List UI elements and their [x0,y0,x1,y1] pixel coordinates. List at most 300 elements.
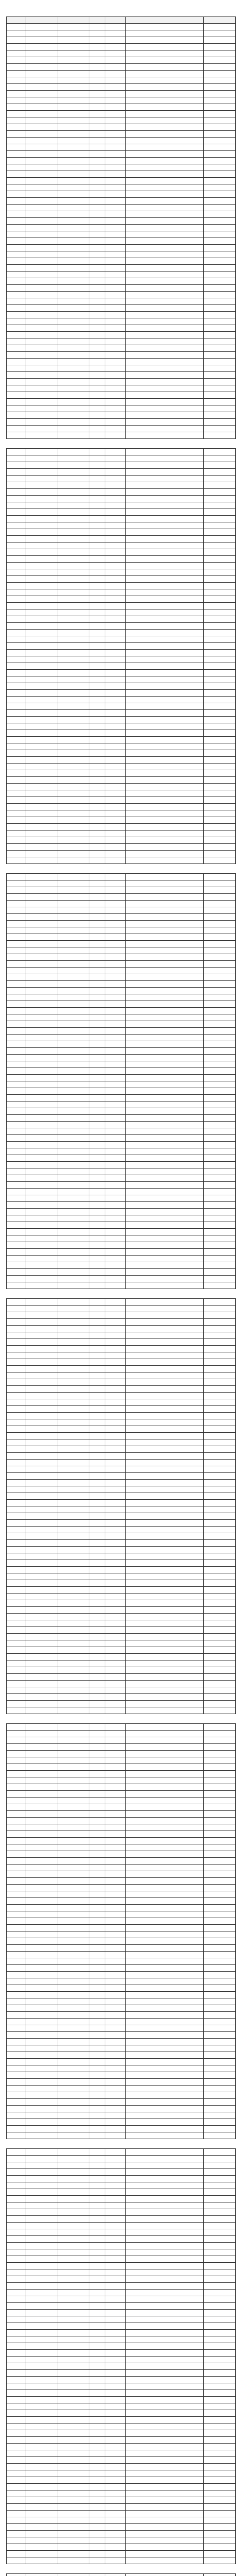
cell-award [203,1028,235,1035]
cell-school [125,1560,203,1567]
cell-award [203,1647,235,1654]
cell-award [203,1249,235,1256]
cell-name [57,569,89,576]
cell-name [57,2537,89,2544]
cell-award [203,131,235,138]
cell-award [203,325,235,332]
cell-school [125,184,203,191]
cell-school [125,2343,203,2350]
cell-award [203,1055,235,1061]
cell-exam-no [25,2086,57,2092]
cell-gender [89,901,105,907]
cell-award [203,1088,235,1095]
cell-gender [89,2276,105,2283]
cell-name [57,927,89,934]
cell-grade [105,2189,125,2196]
cell-grade [105,2052,125,2059]
cell-school [125,1282,203,1289]
cell-grade [105,1312,125,1319]
cell-seq [7,2343,25,2350]
cell-exam-no [25,630,57,636]
table-row [7,1142,236,1148]
cell-gender [89,1249,105,1256]
cell-school [125,1701,203,1707]
cell-exam-no [25,1249,57,1256]
cell-grade [105,44,125,50]
cell-school [125,1751,203,1757]
cell-school [125,469,203,476]
table-row [7,947,236,954]
cell-gender [89,1276,105,1282]
cell-school [125,1553,203,1560]
cell-grade [105,2417,125,2424]
cell-grade [105,2383,125,2390]
cell-gender [89,1466,105,1473]
cell-seq [7,1707,25,1714]
cell-name [57,385,89,392]
table-row [7,543,236,549]
cell-school [125,312,203,318]
cell-grade [105,1972,125,1978]
cell-exam-no [25,2370,57,2377]
cell-name [57,2390,89,2397]
cell-name [57,1757,89,1764]
cell-award [203,1784,235,1791]
table-row [7,2444,236,2450]
cell-seq [7,2229,25,2236]
cell-name [57,392,89,399]
cell-name [57,1108,89,1115]
cell-seq [7,1473,25,1480]
cell-seq [7,1386,25,1393]
table-row [7,476,236,482]
cell-grade [105,144,125,151]
table-row [7,2403,236,2410]
cell-award [203,1751,235,1757]
cell-award [203,2290,235,2296]
cell-gender [89,656,105,663]
cell-exam-no [25,1021,57,1028]
table-row [7,2019,236,2025]
cell-gender [89,379,105,385]
cell-exam-no [25,131,57,138]
cell-grade [105,1386,125,1393]
cell-exam-no [25,1242,57,1249]
cell-grade [105,372,125,379]
cell-seq [7,2176,25,2182]
cell-seq [7,784,25,790]
cell-school [125,2149,203,2156]
cell-school [125,1453,203,1460]
cell-gender [89,44,105,50]
cell-gender [89,1858,105,1865]
cell-school [125,1379,203,1386]
cell-seq [7,1838,25,1844]
cell-seq [7,1108,25,1115]
cell-exam-no [25,412,57,419]
table-row [7,663,236,670]
cell-seq [7,1998,25,2005]
cell-exam-no [25,837,57,844]
cell-seq [7,1312,25,1319]
table-row [7,1466,236,1473]
cell-seq [7,2202,25,2209]
cell-exam-no [25,1694,57,1701]
cell-seq [7,1155,25,1162]
cell-name [57,2119,89,2126]
cell-exam-no [25,91,57,97]
column-header-name [57,17,89,24]
cell-school [125,2256,203,2263]
cell-seq [7,1667,25,1674]
cell-exam-no [25,831,57,837]
cell-gender [89,231,105,238]
cell-seq [7,522,25,529]
table-row [7,1209,236,1215]
cell-name [57,817,89,824]
table-row [7,857,236,864]
cell-award [203,104,235,111]
cell-gender [89,2497,105,2504]
table-row [7,1128,236,1135]
cell-school [125,231,203,238]
cell-grade [105,2149,125,2156]
table-row [7,1359,236,1366]
cell-grade [105,831,125,837]
cell-exam-no [25,907,57,914]
cell-award [203,603,235,609]
cell-exam-no [25,2517,57,2524]
table-row [7,1068,236,1075]
cell-award [203,1081,235,1088]
cell-gender [89,907,105,914]
cell-name [57,1513,89,1520]
cell-seq [7,596,25,603]
cell-grade [105,1878,125,1885]
cell-grade [105,947,125,954]
cell-seq [7,1804,25,1811]
cell-gender [89,1952,105,1958]
cell-gender [89,2524,105,2531]
cell-exam-no [25,2132,57,2139]
cell-seq [7,77,25,84]
cell-grade [105,1818,125,1824]
cell-gender [89,522,105,529]
table-row [7,2025,236,2032]
cell-seq [7,1229,25,1235]
table-row [7,64,236,71]
award-table [6,1723,236,2139]
cell-award [203,392,235,399]
table-row [7,1838,236,1844]
cell-name [57,1553,89,1560]
cell-gender [89,1413,105,1419]
cell-school [125,2397,203,2403]
cell-award [203,1777,235,1784]
cell-school [125,536,203,543]
cell-school [125,947,203,954]
cell-grade [105,1634,125,1640]
cell-grade [105,1560,125,1567]
cell-award [203,144,235,151]
table-row [7,2377,236,2383]
cell-award [203,1500,235,1506]
cell-award [203,1048,235,1055]
table-row [7,2296,236,2303]
cell-award [203,2336,235,2343]
cell-seq [7,392,25,399]
cell-exam-no [25,1319,57,1326]
cell-exam-no [25,1553,57,1560]
cell-exam-no [25,844,57,851]
cell-award [203,1413,235,1419]
cell-award [203,2156,235,2162]
cell-exam-no [25,1453,57,1460]
cell-seq [7,2283,25,2290]
cell-exam-no [25,218,57,225]
cell-name [57,596,89,603]
cell-gender [89,1751,105,1757]
cell-gender [89,549,105,556]
cell-grade [105,1122,125,1128]
cell-name [57,2343,89,2350]
cell-exam-no [25,880,57,887]
cell-exam-no [25,1306,57,1312]
cell-seq [7,1359,25,1366]
cell-school [125,2336,203,2343]
cell-grade [105,2132,125,2139]
table-row [7,50,236,57]
cell-gender [89,1998,105,2005]
cell-award [203,2209,235,2216]
cell-name [57,710,89,717]
cell-award [203,710,235,717]
table-row [7,231,236,238]
cell-name [57,2303,89,2310]
cell-name [57,1075,89,1081]
cell-school [125,2243,203,2249]
cell-name [57,1865,89,1871]
cell-seq [7,184,25,191]
table-row [7,1958,236,1965]
cell-gender [89,844,105,851]
cell-gender [89,529,105,536]
cell-exam-no [25,399,57,405]
cell-award [203,981,235,988]
table-row [7,589,236,596]
cell-exam-no [25,623,57,630]
cell-name [57,1041,89,1048]
cell-seq [7,2025,25,2032]
cell-award [203,874,235,880]
cell-school [125,1460,203,1466]
cell-award [203,332,235,338]
table-row [7,777,236,784]
cell-gender [89,1202,105,1209]
cell-seq [7,1339,25,1346]
cell-name [57,1419,89,1426]
cell-name [57,2403,89,2410]
cell-grade [105,1095,125,1101]
cell-grade [105,1764,125,1771]
cell-name [57,1439,89,1446]
cell-school [125,2269,203,2276]
table-row [7,1764,236,1771]
cell-seq [7,676,25,683]
cell-exam-no [25,676,57,683]
cell-seq [7,1573,25,1580]
cell-grade [105,1831,125,1838]
cell-seq [7,1627,25,1634]
cell-exam-no [25,777,57,784]
cell-seq [7,981,25,988]
cell-exam-no [25,1627,57,1634]
cell-exam-no [25,2092,57,2099]
cell-exam-no [25,509,57,516]
cell-grade [105,379,125,385]
cell-school [125,2012,203,2019]
cell-exam-no [25,2249,57,2256]
cell-award [203,225,235,231]
cell-name [57,1925,89,1931]
cell-grade [105,1008,125,1014]
cell-name [57,1332,89,1339]
cell-exam-no [25,1439,57,1446]
cell-school [125,1547,203,1553]
cell-seq [7,804,25,810]
cell-award [203,2065,235,2072]
cell-grade [105,2059,125,2065]
cell-award [203,2531,235,2537]
cell-grade [105,804,125,810]
cell-grade [105,2216,125,2223]
table-row [7,1493,236,1500]
cell-grade [105,312,125,318]
cell-seq [7,1865,25,1871]
cell-award [203,1095,235,1101]
cell-award [203,1195,235,1202]
cell-seq [7,1744,25,1751]
cell-name [57,151,89,158]
table-row [7,1918,236,1925]
cell-seq [7,569,25,576]
cell-seq [7,1952,25,1958]
cell-exam-no [25,2012,57,2019]
cell-name [57,887,89,894]
cell-name [57,2236,89,2243]
cell-exam-no [25,589,57,596]
cell-exam-no [25,2005,57,2012]
cell-seq [7,1115,25,1122]
cell-grade [105,2437,125,2444]
cell-gender [89,2079,105,2086]
cell-name [57,251,89,258]
cell-school [125,117,203,124]
cell-school [125,372,203,379]
cell-name [57,1687,89,1694]
cell-gender [89,710,105,717]
cell-grade [105,1276,125,1282]
cell-grade [105,1627,125,1634]
cell-name [57,810,89,817]
cell-gender [89,556,105,563]
cell-school [125,1473,203,1480]
cell-exam-no [25,111,57,117]
cell-seq [7,1811,25,1818]
cell-school [125,1209,203,1215]
cell-school [125,522,203,529]
cell-school [125,1115,203,1122]
table-row [7,1878,236,1885]
cell-gender [89,630,105,636]
cell-grade [105,1229,125,1235]
table-row [7,2132,236,2139]
cell-gender [89,851,105,857]
cell-school [125,258,203,265]
cell-gender [89,2551,105,2557]
cell-award [203,2430,235,2437]
cell-name [57,2511,89,2517]
cell-grade [105,1654,125,1660]
cell-grade [105,482,125,489]
cell-school [125,2390,203,2397]
table-row [7,1647,236,1654]
cell-school [125,988,203,994]
cell-exam-no [25,1189,57,1195]
table-row [7,1620,236,1627]
cell-seq [7,1088,25,1095]
cell-name [57,1306,89,1312]
cell-exam-no [25,874,57,880]
cell-award [203,804,235,810]
cell-school [125,1339,203,1346]
cell-name [57,1466,89,1473]
cell-seq [7,730,25,737]
cell-name [57,205,89,211]
cell-seq [7,2464,25,2470]
cell-award [203,2112,235,2119]
cell-gender [89,2182,105,2189]
cell-name [57,549,89,556]
cell-seq [7,1460,25,1466]
cell-seq [7,345,25,352]
cell-name [57,2019,89,2025]
cell-gender [89,2363,105,2370]
cell-exam-no [25,97,57,104]
table-row [7,44,236,50]
cell-seq [7,636,25,643]
cell-seq [7,583,25,589]
cell-gender [89,2162,105,2169]
table-row [7,1075,236,1081]
cell-school [125,2464,203,2470]
table-row [7,2229,236,2236]
cell-exam-no [25,489,57,496]
cell-grade [105,1945,125,1952]
cell-school [125,265,203,272]
cell-exam-no [25,1587,57,1594]
cell-exam-no [25,245,57,251]
cell-gender [89,810,105,817]
table-row [7,921,236,927]
cell-name [57,352,89,359]
cell-school [125,359,203,365]
table-row [7,616,236,623]
cell-seq [7,536,25,543]
cell-seq [7,2350,25,2357]
cell-exam-no [25,583,57,589]
table-row [7,797,236,804]
